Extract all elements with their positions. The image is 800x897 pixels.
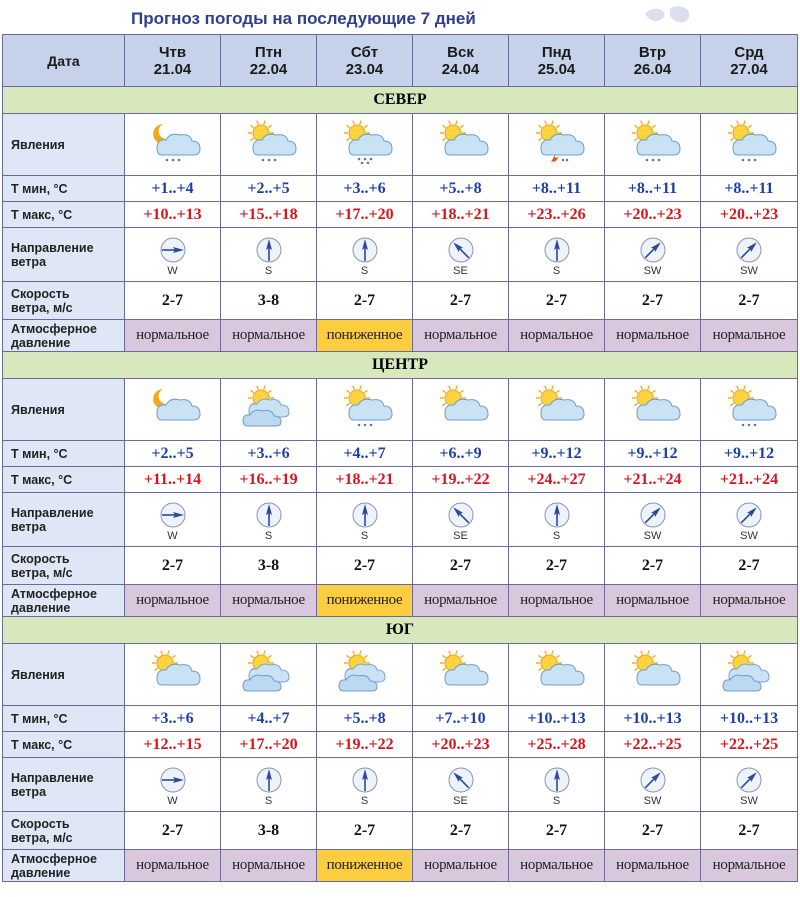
wind-arrow-icon — [221, 502, 316, 528]
wind-speed-label-line2: ветра, м/с — [11, 300, 73, 315]
wind-direction-text: SW — [740, 265, 758, 277]
pressure-row — [3, 320, 798, 352]
day-name: Сбт — [350, 43, 379, 61]
wind-speed-row — [3, 547, 798, 585]
pressure-cell: нормальное — [125, 585, 221, 617]
phenomena-cell — [413, 644, 509, 706]
tmin-cell: +3..+6 — [221, 441, 317, 467]
day-name: Втр — [638, 43, 667, 61]
wind-arrow-icon — [605, 502, 700, 528]
wind-direction-cell — [605, 758, 701, 812]
wind-direction-cell — [125, 228, 221, 282]
tmax-row — [3, 202, 798, 228]
tmax-cell: +19..+22 — [317, 732, 413, 758]
phenomena-cell — [221, 114, 317, 176]
tmax-cell: +21..+24 — [701, 467, 798, 493]
wind-direction-text: W — [167, 530, 178, 542]
tmin-cell: +9..+12 — [701, 441, 798, 467]
pressure-cell: нормальное — [701, 585, 798, 617]
tmin-label: Т мин, °С — [3, 706, 125, 732]
wind-arrow-icon — [317, 237, 412, 263]
tmax-cell: +10..+13 — [125, 202, 221, 228]
wind-direction-label-line2: ветра — [11, 254, 47, 269]
pressure-cell: нормальное — [509, 850, 605, 882]
pressure-cell: нормальное — [605, 850, 701, 882]
wind-speed-cell: 2-7 — [605, 812, 701, 850]
tmax-cell: +15..+18 — [221, 202, 317, 228]
wind-arrow-icon — [221, 767, 316, 793]
wind-direction-cell — [221, 493, 317, 547]
wind-direction-cell — [317, 758, 413, 812]
tmax-row — [3, 467, 798, 493]
pressure-cell: нормальное — [413, 850, 509, 882]
tmin-cell: +9..+12 — [605, 441, 701, 467]
sun-cloud-icon — [431, 681, 491, 698]
pressure-label-line1: Атмосферное — [11, 321, 97, 336]
wind-speed-label — [3, 812, 125, 850]
wind-direction-row — [3, 758, 798, 812]
phenomena-cell — [221, 644, 317, 706]
wind-direction-text: S — [360, 530, 369, 542]
day-header — [317, 35, 413, 87]
wind-speed-label-line1: Скорость — [11, 286, 70, 301]
sun-cloud-double-icon — [239, 681, 299, 698]
pressure-cell: нормальное — [221, 585, 317, 617]
pressure-label — [3, 320, 125, 352]
wind-direction-text: W — [167, 795, 178, 807]
wind-arrow-icon — [605, 237, 700, 263]
tmax-row — [3, 732, 798, 758]
tmax-cell: +18..+21 — [413, 202, 509, 228]
wind-direction-text: SE — [453, 265, 468, 277]
wind-speed-cell: 2-7 — [509, 282, 605, 320]
tmin-label: Т мин, °С — [3, 441, 125, 467]
tmin-cell: +10..+13 — [605, 706, 701, 732]
wind-direction-cell — [125, 758, 221, 812]
day-name: Срд — [734, 43, 764, 61]
wind-direction-label-line1: Направление — [11, 770, 94, 785]
phenomena-cell — [509, 379, 605, 441]
sun-cloud-icon — [623, 681, 683, 698]
wind-direction-text: S — [552, 530, 561, 542]
wind-direction-cell — [317, 493, 413, 547]
day-date: 26.04 — [633, 60, 672, 78]
sun-cloud-icon — [431, 151, 491, 168]
tmin-cell: +2..+5 — [125, 441, 221, 467]
wind-speed-label-line2: ветра, м/с — [11, 565, 73, 580]
wind-direction-cell — [221, 758, 317, 812]
wind-speed-row — [3, 812, 798, 850]
tmax-cell: +18..+21 — [317, 467, 413, 493]
moon-cloud-icon — [143, 416, 203, 433]
wind-speed-cell: 3-8 — [221, 547, 317, 585]
wind-speed-cell: 2-7 — [317, 812, 413, 850]
wind-speed-cell: 2-7 — [509, 812, 605, 850]
tmin-cell: +6..+9 — [413, 441, 509, 467]
pressure-row — [3, 850, 798, 882]
pressure-label-line2: давление — [11, 600, 71, 615]
tmin-cell: +8..+11 — [605, 176, 701, 202]
phenomena-cell — [509, 114, 605, 176]
wind-direction-text: SW — [643, 265, 662, 277]
phenomena-cell — [125, 644, 221, 706]
tmin-cell: +5..+8 — [413, 176, 509, 202]
wind-direction-cell — [317, 228, 413, 282]
wind-arrow-icon — [701, 767, 797, 793]
wind-direction-label-line2: ветра — [11, 784, 47, 799]
wind-direction-text: SE — [453, 795, 468, 807]
wind-speed-cell: 2-7 — [125, 812, 221, 850]
wind-speed-cell: 3-8 — [221, 282, 317, 320]
wind-direction-cell — [413, 758, 509, 812]
pressure-label-line1: Атмосферное — [11, 586, 97, 601]
tmin-label: Т мин, °С — [3, 176, 125, 202]
wind-direction-label — [3, 228, 125, 282]
tmax-cell: +21..+24 — [605, 467, 701, 493]
region-header-row — [3, 87, 798, 114]
wind-speed-cell: 3-8 — [221, 812, 317, 850]
tmax-cell: +20..+23 — [701, 202, 798, 228]
wind-speed-label — [3, 282, 125, 320]
phenomena-cell — [605, 379, 701, 441]
wind-arrow-icon — [125, 237, 220, 263]
pressure-cell: пониженное — [317, 850, 413, 882]
sun-cloud-thunder-icon — [527, 151, 587, 168]
pressure-label — [3, 850, 125, 882]
sun-cloud-snow-icon — [335, 416, 395, 433]
region-name: ЦЕНТР — [3, 352, 798, 379]
wind-speed-cell: 2-7 — [509, 547, 605, 585]
day-date: 27.04 — [730, 60, 768, 78]
moon-cloud-snow-icon — [143, 151, 203, 168]
wind-direction-cell — [701, 228, 798, 282]
wind-speed-cell: 2-7 — [317, 547, 413, 585]
pressure-cell: нормальное — [509, 320, 605, 352]
wind-speed-label-line1: Скорость — [11, 816, 70, 831]
wind-arrow-icon — [317, 767, 412, 793]
wind-direction-cell — [605, 493, 701, 547]
phenomena-label: Явления — [3, 644, 125, 706]
wind-arrow-icon — [509, 237, 604, 263]
sun-cloud-snow-icon — [623, 151, 683, 168]
wind-direction-label — [3, 493, 125, 547]
phenomena-row — [3, 644, 798, 706]
world-map-watermark-icon — [640, 2, 700, 32]
phenomena-cell — [701, 114, 798, 176]
region-name: ЮГ — [3, 617, 798, 644]
sun-cloud-snow-icon — [719, 151, 779, 168]
region-header-row — [3, 617, 798, 644]
tmin-row — [3, 706, 798, 732]
wind-arrow-icon — [413, 502, 508, 528]
wind-arrow-icon — [125, 767, 220, 793]
phenomena-row — [3, 114, 798, 176]
pressure-cell: нормальное — [413, 585, 509, 617]
tmin-cell: +10..+13 — [509, 706, 605, 732]
tmin-cell: +1..+4 — [125, 176, 221, 202]
day-header — [605, 35, 701, 87]
phenomena-label: Явления — [3, 379, 125, 441]
pressure-label-line2: давление — [11, 335, 71, 350]
pressure-cell: нормальное — [701, 850, 798, 882]
tmax-cell: +20..+23 — [605, 202, 701, 228]
sun-cloud-snow-icon — [239, 151, 299, 168]
day-header — [221, 35, 317, 87]
pressure-cell: нормальное — [701, 320, 798, 352]
tmin-cell: +8..+11 — [509, 176, 605, 202]
pressure-cell: нормальное — [605, 320, 701, 352]
phenomena-row — [3, 379, 798, 441]
wind-direction-cell — [509, 493, 605, 547]
wind-speed-label-line1: Скорость — [11, 551, 70, 566]
wind-direction-row — [3, 493, 798, 547]
tmax-cell: +19..+22 — [413, 467, 509, 493]
wind-direction-text: SW — [643, 530, 662, 542]
wind-speed-label — [3, 547, 125, 585]
day-date: 21.04 — [153, 60, 192, 78]
wind-direction-text: W — [167, 265, 178, 277]
wind-direction-cell — [125, 493, 221, 547]
day-header — [701, 35, 798, 87]
tmax-cell: +22..+25 — [701, 732, 798, 758]
phenomena-cell — [413, 114, 509, 176]
tmin-cell: +2..+5 — [221, 176, 317, 202]
pressure-cell: пониженное — [317, 585, 413, 617]
wind-arrow-icon — [221, 237, 316, 263]
tmax-label: Т макс, °С — [3, 202, 125, 228]
phenomena-cell — [701, 644, 798, 706]
tmin-cell: +5..+8 — [317, 706, 413, 732]
wind-direction-text: S — [264, 265, 273, 277]
pressure-label-line2: давление — [11, 865, 71, 880]
pressure-cell: нормальное — [221, 320, 317, 352]
tmax-cell: +17..+20 — [317, 202, 413, 228]
wind-direction-text: S — [552, 795, 561, 807]
wind-arrow-icon — [509, 502, 604, 528]
wind-speed-cell: 2-7 — [701, 812, 798, 850]
tmax-label: Т макс, °С — [3, 467, 125, 493]
wind-speed-cell: 2-7 — [413, 547, 509, 585]
day-date: 24.04 — [441, 60, 480, 78]
region-name: СЕВЕР — [3, 87, 798, 114]
wind-direction-cell — [221, 228, 317, 282]
pressure-cell: нормальное — [125, 320, 221, 352]
wind-direction-text: SW — [740, 530, 758, 542]
wind-speed-cell: 2-7 — [605, 282, 701, 320]
wind-speed-cell: 2-7 — [125, 282, 221, 320]
sun-cloud-double-icon — [335, 681, 395, 698]
wind-direction-text: S — [360, 795, 369, 807]
wind-direction-label-line1: Направление — [11, 240, 94, 255]
day-header — [125, 35, 221, 87]
wind-speed-cell: 2-7 — [317, 282, 413, 320]
phenomena-cell — [317, 379, 413, 441]
wind-direction-text: SE — [453, 530, 468, 542]
tmin-cell: +8..+11 — [701, 176, 798, 202]
phenomena-cell — [125, 114, 221, 176]
wind-speed-cell: 2-7 — [701, 282, 798, 320]
sun-cloud-snow-icon — [719, 416, 779, 433]
tmax-cell: +16..+19 — [221, 467, 317, 493]
wind-direction-cell — [605, 228, 701, 282]
wind-arrow-icon — [605, 767, 700, 793]
sun-cloud-double-icon — [239, 416, 299, 433]
tmax-cell: +20..+23 — [413, 732, 509, 758]
pressure-label-line1: Атмосферное — [11, 851, 97, 866]
phenomena-cell — [317, 114, 413, 176]
wind-speed-cell: 2-7 — [413, 812, 509, 850]
wind-direction-label — [3, 758, 125, 812]
wind-direction-row — [3, 228, 798, 282]
wind-arrow-icon — [413, 767, 508, 793]
tmin-cell: +3..+6 — [317, 176, 413, 202]
wind-speed-row — [3, 282, 798, 320]
header-row — [3, 35, 798, 87]
tmax-cell: +17..+20 — [221, 732, 317, 758]
pressure-cell: нормальное — [125, 850, 221, 882]
tmax-cell: +12..+15 — [125, 732, 221, 758]
tmin-cell: +4..+7 — [221, 706, 317, 732]
day-name: Чтв — [158, 43, 187, 61]
tmax-cell: +11..+14 — [125, 467, 221, 493]
day-date: 22.04 — [249, 60, 288, 78]
wind-direction-cell — [413, 493, 509, 547]
tmin-row — [3, 176, 798, 202]
tmin-cell: +4..+7 — [317, 441, 413, 467]
sun-cloud-double-icon — [719, 681, 779, 698]
wind-direction-cell — [509, 758, 605, 812]
wind-arrow-icon — [125, 502, 220, 528]
phenomena-cell — [605, 114, 701, 176]
pressure-label — [3, 585, 125, 617]
wind-arrow-icon — [317, 502, 412, 528]
pressure-cell: нормальное — [221, 850, 317, 882]
forecast-table — [2, 34, 798, 882]
phenomena-cell — [605, 644, 701, 706]
day-date: 23.04 — [345, 60, 384, 78]
pressure-cell: нормальное — [413, 320, 509, 352]
day-date: 25.04 — [537, 60, 576, 78]
wind-direction-cell — [701, 493, 798, 547]
phenomena-cell — [413, 379, 509, 441]
wind-arrow-icon — [413, 237, 508, 263]
phenomena-cell — [701, 379, 798, 441]
phenomena-cell — [125, 379, 221, 441]
title-bar — [0, 0, 800, 34]
day-name: Птн — [254, 43, 283, 61]
tmin-cell: +3..+6 — [125, 706, 221, 732]
day-name: Пнд — [541, 43, 572, 61]
wind-arrow-icon — [701, 237, 797, 263]
phenomena-cell — [509, 644, 605, 706]
wind-speed-cell: 2-7 — [125, 547, 221, 585]
day-header — [509, 35, 605, 87]
tmax-cell: +22..+25 — [605, 732, 701, 758]
wind-speed-cell: 2-7 — [605, 547, 701, 585]
sun-cloud-icon — [143, 681, 203, 698]
wind-direction-cell — [509, 228, 605, 282]
wind-direction-text: S — [264, 795, 273, 807]
tmin-row — [3, 441, 798, 467]
sun-cloud-icon — [431, 416, 491, 433]
date-column-header: Дата — [3, 35, 125, 87]
tmin-cell: +10..+13 — [701, 706, 798, 732]
tmax-cell: +24..+27 — [509, 467, 605, 493]
sun-cloud-icon — [527, 681, 587, 698]
tmin-cell: +9..+12 — [509, 441, 605, 467]
wind-direction-label-line2: ветра — [11, 519, 47, 534]
day-name: Вск — [447, 43, 474, 61]
tmin-cell: +7..+10 — [413, 706, 509, 732]
wind-speed-cell: 2-7 — [413, 282, 509, 320]
day-header — [413, 35, 509, 87]
wind-direction-text: S — [552, 265, 561, 277]
wind-direction-label-line1: Направление — [11, 505, 94, 520]
phenomena-cell — [221, 379, 317, 441]
wind-direction-text: S — [360, 265, 369, 277]
wind-direction-cell — [701, 758, 798, 812]
wind-arrow-icon — [509, 767, 604, 793]
wind-arrow-icon — [701, 502, 797, 528]
tmax-cell: +23..+26 — [509, 202, 605, 228]
wind-direction-text: SW — [740, 795, 758, 807]
sun-cloud-heavy-snow-icon — [335, 151, 395, 168]
tmax-cell: +25..+28 — [509, 732, 605, 758]
page-title: Прогноз погоды на последующие 7 дней — [131, 9, 476, 28]
pressure-cell: пониженное — [317, 320, 413, 352]
wind-speed-label-line2: ветра, м/с — [11, 830, 73, 845]
wind-direction-text: S — [264, 530, 273, 542]
pressure-cell: нормальное — [605, 585, 701, 617]
tmax-label: Т макс, °С — [3, 732, 125, 758]
region-header-row — [3, 352, 798, 379]
pressure-cell: нормальное — [509, 585, 605, 617]
wind-direction-text: SW — [643, 795, 662, 807]
wind-speed-cell: 2-7 — [701, 547, 798, 585]
pressure-row — [3, 585, 798, 617]
sun-cloud-icon — [623, 416, 683, 433]
phenomena-label: Явления — [3, 114, 125, 176]
sun-cloud-icon — [527, 416, 587, 433]
wind-direction-cell — [413, 228, 509, 282]
phenomena-cell — [317, 644, 413, 706]
